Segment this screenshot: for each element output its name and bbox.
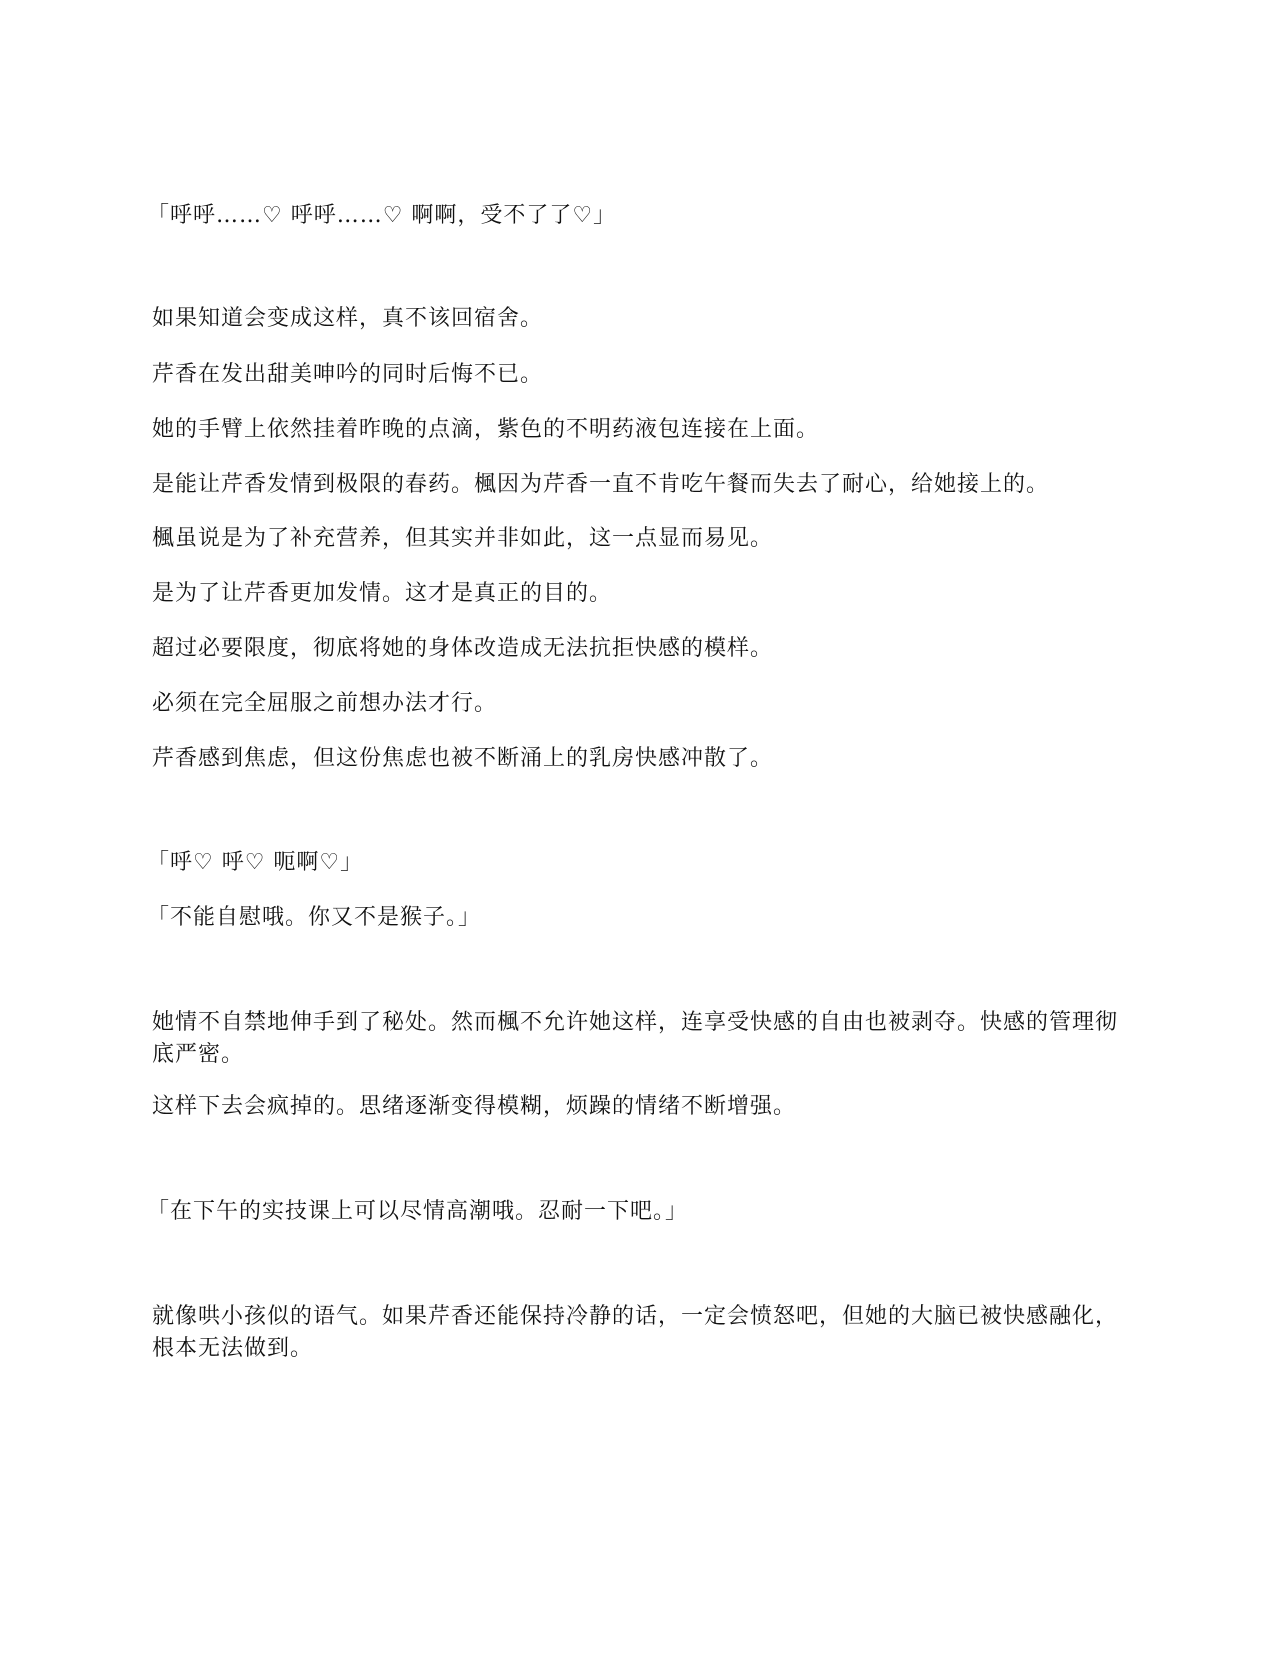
- dialogue-line: 「在下午的实技课上可以尽情高潮哦。忍耐一下吧。」: [147, 1199, 689, 1224]
- narration-paragraph: 超过必要限度，彻底将她的身体改造成无法抗拒快感的模样。: [152, 636, 774, 661]
- narration-paragraph: 她情不自禁地伸手到了秘处。然而楓不允许她这样，连享受快感的自由也被剥夺。快感的管理彻底严密。: [152, 1010, 1119, 1067]
- narration-paragraph: 是能让芹香发情到极限的春药。楓因为芹香一直不肯吃午餐而失去了耐心，给她接上的。: [152, 472, 1050, 497]
- narration-paragraph: 她的手臂上依然挂着昨晚的点滴，紫色的不明药液包连接在上面。: [152, 417, 820, 442]
- narration-paragraph: 是为了让芹香更加发情。这才是真正的目的。: [152, 581, 613, 606]
- dialogue-line: 「呼呼……♡ 呼呼……♡ 啊啊，受不了了♡」: [147, 203, 617, 228]
- narration-paragraph: 芹香感到焦虑，但这份焦虑也被不断涌上的乳房快感冲散了。: [152, 746, 774, 771]
- narration-paragraph: 如果知道会变成这样，真不该回宿舍。: [152, 306, 544, 331]
- narration-paragraph: 就像哄小孩似的语气。如果芹香还能保持冷静的话，一定会愤怒吧，但她的大脑已被快感融化，根本无法做到。: [152, 1304, 1119, 1361]
- narration-paragraph: 楓虽说是为了补充营养，但其实并非如此，这一点显而易见。: [152, 526, 774, 551]
- narration-paragraph: 芹香在发出甜美呻吟的同时后悔不已。: [152, 362, 544, 387]
- dialogue-line: 「不能自慰哦。你又不是猴子。」: [147, 905, 482, 930]
- dialogue-line: 「呼♡ 呼♡ 呃啊♡」: [147, 850, 364, 875]
- narration-paragraph: 必须在完全屈服之前想办法才行。: [152, 691, 498, 716]
- narration-paragraph: 这样下去会疯掉的。思绪逐渐变得模糊，烦躁的情绪不断增强。: [152, 1094, 797, 1119]
